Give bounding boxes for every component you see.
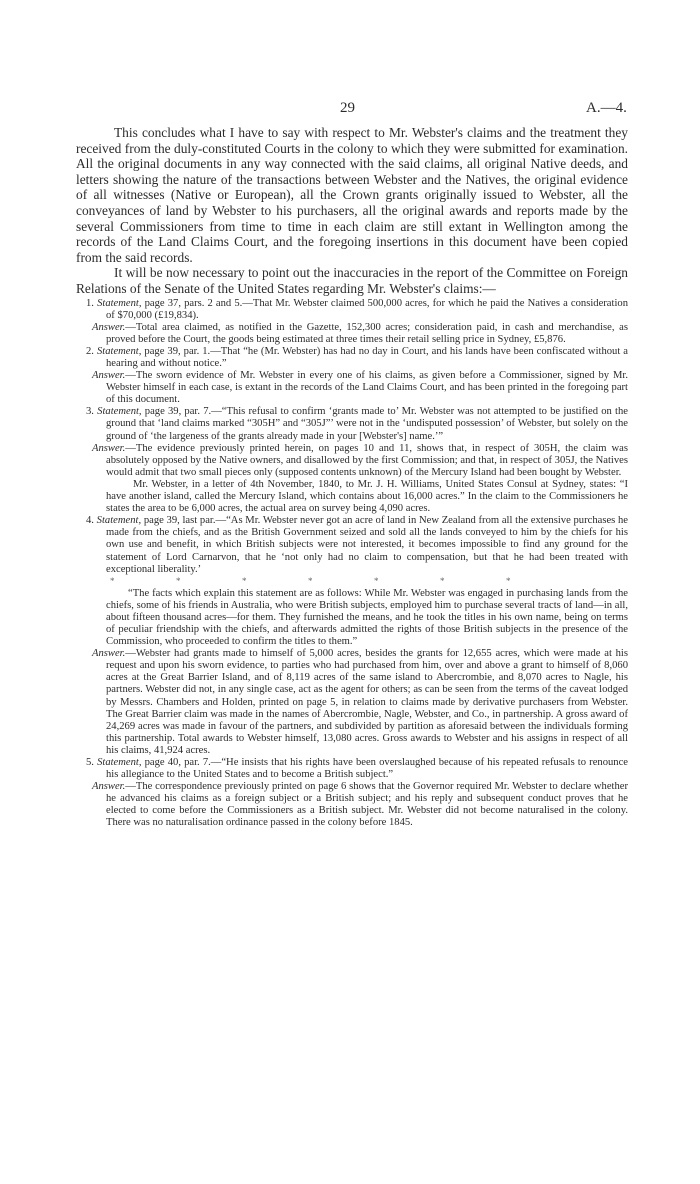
document-body [76, 125, 628, 830]
statement-1: 1. Statement, page 37, pars. 2 and 5.—That Mr. Webster claimed 500,000 acres, for which he paid the Natives a consideration of $70,000 (£19,834). [86, 297, 628, 321]
answer-3-continuation: Mr. Webster, in a letter of 4th November, 1840, to Mr. J. H. Williams, United States Consul at Sydney, states: “I have another island, called the Mercury Island, which contains about 16,000 acres.” In the claim to the Commissioners he states the area to be 6,000 acres, the actual area on survey being 4,090 acres. [106, 478, 628, 515]
paragraph-conclusion: This concludes what I have to say with respect to Mr. Webster's claims and the treatment they received from the duly-constituted Courts in the colony to which they were submitted for examination. All the original documents in any way connected with the said claims, all original Native deeds, and letters showing the nature of the transactions between Webster and the Natives, the original evidence of all witnesses (Native or European), all the Crown grants originally issued to Webster, all the conveyances of land by Webster to his purchasers, all the original awards and reports made by the several Commissioners from time to time in each claim are still extant in Wellington among the records of the Land Claims Court, and the foregoing insertions in this document have been copied from the said records. [76, 125, 628, 265]
page-header [0, 100, 700, 120]
statement-4: 4. Statement, page 39, last par.—“As Mr. Webster never got an acre of land in New Zealand from all the extensive purchases he made from the chiefs, and as the British Government seized and sold all the lands conveyed to him by the chiefs for his own use and benefit, in which British subjects were not interested, it becomes impossible to find any ground for the statement of Lord Carnarvon, that he ‘not only had no claim to compensation, but that he had been treated with exceptional liberality.’ [86, 515, 628, 575]
ellipsis-stars: * * * * * * * [110, 575, 511, 586]
statement-answer-list [76, 298, 628, 830]
answer-2: Answer.—The sworn evidence of Mr. Webster in every one of his claims, as given before a Commissioner, signed by Mr. Webster himself in each case, is extant in the records of the Land Claims Court, and has been printed in the foregoing part of this document. [92, 370, 628, 406]
statement-3: 3. Statement, page 39, par. 7.—“This refusal to confirm ‘grants made to’ Mr. Webster was not attempted to be justified on the ground that ‘land claims marked “305H” and “305J”’ were not in the ‘undisputed possession’ of Webster, but solely on the ground of ‘the largeness of the grants already made in your [Webster's] name.’” [86, 406, 628, 442]
document-reference: A.—4. [586, 100, 627, 116]
statement-2: 2. Statement, page 39, par. 1.—That “he (Mr. Webster) has had no day in Court, and his lands have been confiscated without a hearing and without notice.” [86, 345, 628, 369]
answer-5: Answer.—The correspondence previously printed on page 6 shows that the Governor required Mr. Webster to declare whether he advanced his claims as a foreign subject or a British subject; and his reply and subsequent conduct proves that he elected to come before the Commissioners as a British subject. Mr. Webster did not become naturalised in the colony. There was no naturalisation ordinance passed in the colony before 1845. [92, 781, 628, 829]
answer-1: Answer.—Total area claimed, as notified in the Gazette, 152,300 acres; consideration paid, in cash and merchandise, as proved before the Court, the goods being estimated at three times their retail selling price in Sydney, £5,876. [92, 321, 628, 345]
paragraph-inaccuracies-intro: It will be now necessary to point out the inaccuracies in the report of the Committee on Foreign Relations of the Senate of the United States regarding Mr. Webster's claims:— [76, 265, 628, 296]
statement-4-quote: “The facts which explain this statement are as follows: While Mr. Webster was engaged in purchasing lands from the chiefs, some of his friends in Australia, who were British subjects, employed him to purchase several tracts of land—in all, about fifteen thousand acres—for them. They furnished the means, and he took the titles in his own name, being on terms of peculiar friendship with the chiefs, and afterwards admitted the rights of those British subjects in the presence of the Commission, who proceeded to confirm the titles to them.” [106, 587, 628, 648]
statement-5: 5. Statement, page 40, par. 7.—“He insists that his rights have been overslaughed because of his repeated refusals to renounce his allegiance to the United States and to become a British subject.” [86, 757, 628, 781]
answer-3: Answer.—The evidence previously printed herein, on pages 10 and 11, shows that, in respect of 305H, the claim was absolutely opposed by the Native owners, and disallowed by the first Commission; and that, in respect of 305J, the Natives would admit that two small pieces only (supposed contents unknown) of the Mercury Island had been bought by Webster. [92, 442, 628, 478]
answer-4: Answer.—Webster had grants made to himself of 5,000 acres, besides the grants for 12,655 acres, which were made at his request and upon his sworn evidence, to parties who had purchased from him, over and above a grant to himself of 8,060 acres at the Great Barrier Island, and of 8,119 acres of the same island to Abercrombie, and 8,070 acres to Nagle, his partners. Webster did not, in any single case, act as the agent for others; as can be seen from the terms of the caveat lodged by Messrs. Chambers and Holden, printed on page 5, in relation to claims made by derivative purchasers from Webster. The Great Barrier claim was made in the names of Abercrombie, Nagle, Webster, and Co., in partnership. A gross award of 24,269 acres was made in favour of the partners, and subdivided by partition as aforesaid between the individuals forming this partnership. Total awards to Webster himself, 13,080 acres. Gross awards to Webster and his assigns in respect of all his claims, 41,924 acres. [92, 648, 628, 756]
page-number: 29 [340, 100, 355, 116]
